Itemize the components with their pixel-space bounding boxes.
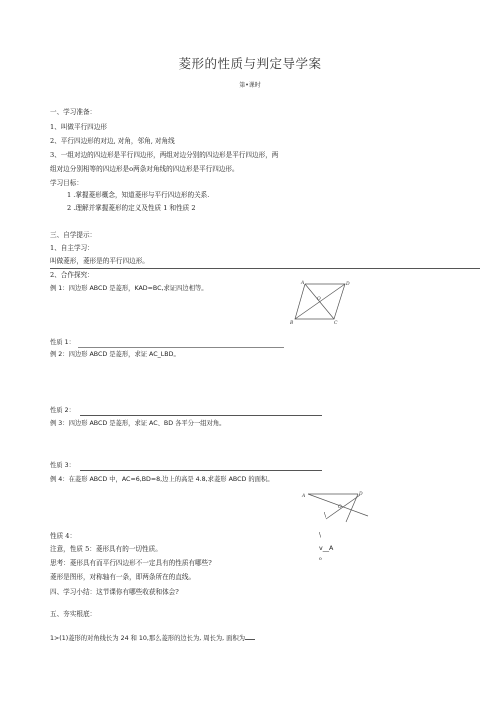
shape-line: 菱形是图形，对称轴有一条，即两条所在的直线。 <box>50 573 196 581</box>
rhombus-figure-1 <box>290 278 350 326</box>
section1-item-2: 2、平行四边形的对边, 对角，邻角, 对角线 <box>50 137 175 145</box>
property-3-blank <box>80 470 322 471</box>
rhombus-figure-2 <box>298 486 378 526</box>
backslash-mark-1: \ <box>324 512 327 519</box>
section4-heading: 四、学习小结：这节课你有哪些收获和体会? <box>50 588 179 596</box>
section3-heading: 三、自学提示： <box>50 231 97 239</box>
property-3: 性质 3： <box>50 462 75 469</box>
goal-2: 2 .理解并掌握菱形的定义及性质 1 和性质 2 <box>67 204 196 212</box>
property-4: 性质 4： <box>50 532 77 540</box>
coop-label: 2、合作探究： <box>50 271 94 279</box>
goal-1: 1 .掌握菱形概念，知道菱形与平行四边形的关系. <box>67 191 210 199</box>
think-line: 思考：菱形具有而平行四边形不一定具有的性质有哪些? <box>50 559 212 567</box>
label-c: C <box>334 321 338 326</box>
example-4: 例 4：在菱形 ABCD 中，AC=6,BD=8,边上的高是 4.8,求菱形 ABCD 的面积。 <box>50 476 274 483</box>
label-d2: D <box>359 492 363 497</box>
note-line: 注意，性质 5：菱形具有的一切性质。 <box>50 545 162 553</box>
section1-item-3: 3、一组对边的四边形是平行四边形，两组对边分别的四边形是平行四边形，两 <box>50 151 279 159</box>
section5-heading: 五、夯实根底： <box>50 610 97 618</box>
label-o: O <box>317 297 321 302</box>
label-o2: O <box>338 505 342 510</box>
divider-line <box>50 268 480 269</box>
self-study-label: 1、自主学习： <box>50 244 94 252</box>
question-1-blank <box>245 633 255 640</box>
property-1: 性质 1： <box>50 339 75 346</box>
diagonal-2 <box>326 495 360 519</box>
page-title: 菱形的性质与判定导学案 <box>178 56 322 71</box>
label-d: D <box>346 282 350 287</box>
example-1: 例 1：四边形 ABCD 是菱形，KAD=BC,求证四边相等。 <box>50 285 208 292</box>
question-1 <box>50 633 255 643</box>
example-3: 例 3：四边形 ABCD 是菱形，求证 AC、BD 各平分一组对角。 <box>50 420 226 427</box>
label-a2: A <box>302 494 306 499</box>
figure2-small-o: o <box>319 557 322 562</box>
right-edge <box>346 494 358 522</box>
page-subtitle: 第•课时 <box>239 82 261 89</box>
property-2-blank <box>80 415 322 416</box>
question-1-text: 1>(1)菱形的对角线长为 24 和 10,那么菱形的边长为, 周长为, 面积为 <box>50 635 246 642</box>
section1-item-1: 1、叫做平行四边形 <box>50 123 107 131</box>
property-1-blank <box>78 347 284 348</box>
section1-heading: 一、学习准备： <box>50 108 97 116</box>
self-study-text: 叫做菱形，菱形是的平行四边形。 <box>50 257 149 265</box>
property-2: 性质 2： <box>50 407 75 414</box>
example-2: 例 2：四边形 ABCD 是菱形，求证 AC_LBD。 <box>50 351 180 358</box>
label-b: B <box>290 321 294 326</box>
backslash-mark-2: \ <box>319 532 322 539</box>
goals-heading: 学习目标： <box>50 179 83 187</box>
label-a: A <box>301 281 305 286</box>
section1-item-4: 组对边分别相等的四边形是o两条对角线的四边形是平行四边形。 <box>50 165 239 173</box>
figure2-va-label: v__A <box>319 545 334 552</box>
